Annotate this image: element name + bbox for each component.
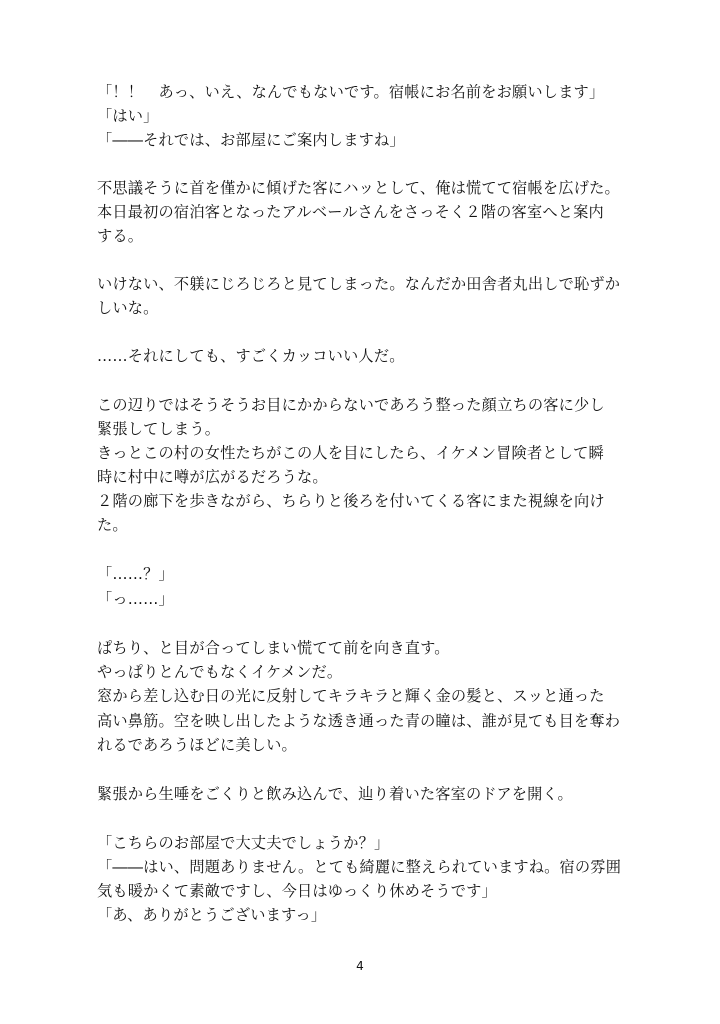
text-line: れるであろうほどに美しい。 xyxy=(97,736,297,754)
text-line: た。 xyxy=(97,516,128,534)
text-line: 「……？」 xyxy=(97,565,174,583)
text-line: 緊張から生唾をごくりと飲み込んで、辿り着いた客室のドアを開く。 xyxy=(97,785,573,803)
text-line: 「っ……」 xyxy=(97,590,174,608)
text-line: 時に村中に噂が広がるだろうな。 xyxy=(97,468,328,486)
page-number: 4 xyxy=(356,959,364,973)
text-line: 「――それでは、お部屋にご案内しますね」 xyxy=(97,131,405,149)
text-line: きっとこの村の女性たちがこの人を目にしたら、イケメン冒険者として瞬 xyxy=(97,444,604,462)
text-line: 「――はい、問題ありません。とても綺麗に整えられていますね。宿の雰囲 xyxy=(97,858,622,876)
text-line: 「こちらのお部屋で大丈夫でしょうか？」 xyxy=(97,834,390,852)
text-line: 気も暖かくて素敵ですし、今日はゆっくり休めそうです」 xyxy=(97,882,497,900)
text-line: 緊張してしまう。 xyxy=(97,420,221,438)
text-line: 「！！ あっ、いえ、なんでもないです。宿帳にお名前をお願いします」 xyxy=(97,83,605,101)
text-line: この辺りではそうそうお目にかからないであろう整った顔立ちの客に少し xyxy=(97,396,605,414)
text-line: いけない、不躾にじろじろと見てしまった。なんだか田舎者丸出しで恥ずか xyxy=(97,275,621,293)
text-line: 「あ、ありがとうございますっ」 xyxy=(97,906,327,924)
text-line: 「はい」 xyxy=(97,107,159,125)
text-line: 高い鼻筋。空を映し出したような透き通った青の瞳は、誰が見ても目を奪わ xyxy=(97,712,621,730)
text-line: ２階の廊下を歩きながら、ちらりと後ろを付いてくる客にまた視線を向け xyxy=(97,492,605,510)
text-line: やっぱりとんでもなくイケメンだ。 xyxy=(97,663,343,681)
text-line: ぱちり、と目が合ってしまい慌てて前を向き直す。 xyxy=(97,639,450,657)
text-line: 本日最初の宿泊客となったアルベールさんをさっそく２階の客室へと案内 xyxy=(97,203,604,221)
text-line: 窓から差し込む日の光に反射してキラキラと輝く金の髪と、スッと通った xyxy=(97,687,605,705)
text-line: しいな。 xyxy=(97,299,159,317)
text-line: する。 xyxy=(97,227,144,245)
text-line: 不思議そうに首を僅かに傾げた客にハッとして、俺は慌てて宿帳を広げた。 xyxy=(97,179,620,197)
text-line: ……それにしても、すごくカッコいい人だ。 xyxy=(97,347,405,365)
